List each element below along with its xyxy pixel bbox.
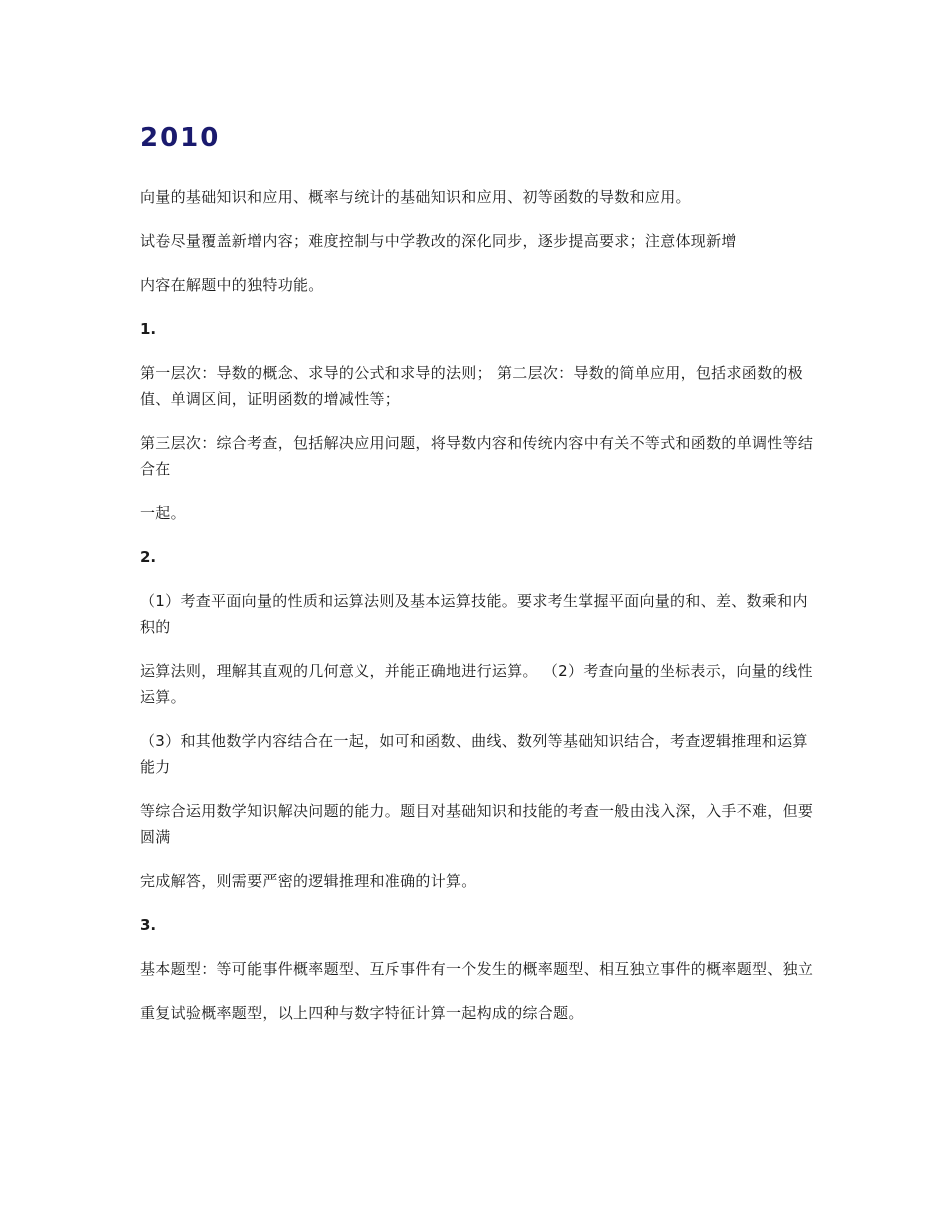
paragraph: 等综合运用数学知识解决问题的能力。题目对基础知识和技能的考查一般由浅入深，入手不难，但要圆满 <box>140 802 814 846</box>
paragraph: 完成解答，则需要严密的逻辑推理和准确的计算。 <box>140 872 477 890</box>
page-title: 2010 <box>140 123 221 153</box>
paragraph: 内容在解题中的独特功能。 <box>140 276 324 294</box>
section-number: 2. <box>140 548 157 566</box>
paragraph: 向量的基础知识和应用、概率与统计的基础知识和应用、初等函数的导数和应用。 <box>140 188 691 206</box>
section-number: 3. <box>140 916 157 934</box>
paragraph: 试卷尽量覆盖新增内容；难度控制与中学教改的深化同步，逐步提高要求；注意体现新增 <box>140 232 737 250</box>
paragraph: 一起。 <box>140 504 186 522</box>
paragraph: 第三层次：综合考查，包括解决应用问题，将导数内容和传统内容中有关不等式和函数的单调性等结合在 <box>140 434 814 478</box>
paragraph: 第一层次：导数的概念、求导的公式和求导的法则； 第二层次：导数的简单应用，包括求函数的极值、单调区间，证明函数的增减性等； <box>140 364 803 408</box>
paragraph: 基本题型：等可能事件概率题型、互斥事件有一个发生的概率题型、相互独立事件的概率题型、独立 <box>140 960 814 978</box>
paragraph: 运算法则，理解其直观的几何意义，并能正确地进行运算。 （2）考查向量的坐标表示，向量的线性运算。 <box>140 662 813 706</box>
paragraph: （1）考查平面向量的性质和运算法则及基本运算技能。要求考生掌握平面向量的和、差、数乘和内积的 <box>140 592 808 636</box>
paragraph: 重复试验概率题型，以上四种与数字特征计算一起构成的综合题。 <box>140 1004 584 1022</box>
paragraph: （3）和其他数学内容结合在一起，如可和函数、曲线、数列等基础知识结合，考查逻辑推理和运算能力 <box>140 732 808 776</box>
section-number: 1. <box>140 320 157 338</box>
